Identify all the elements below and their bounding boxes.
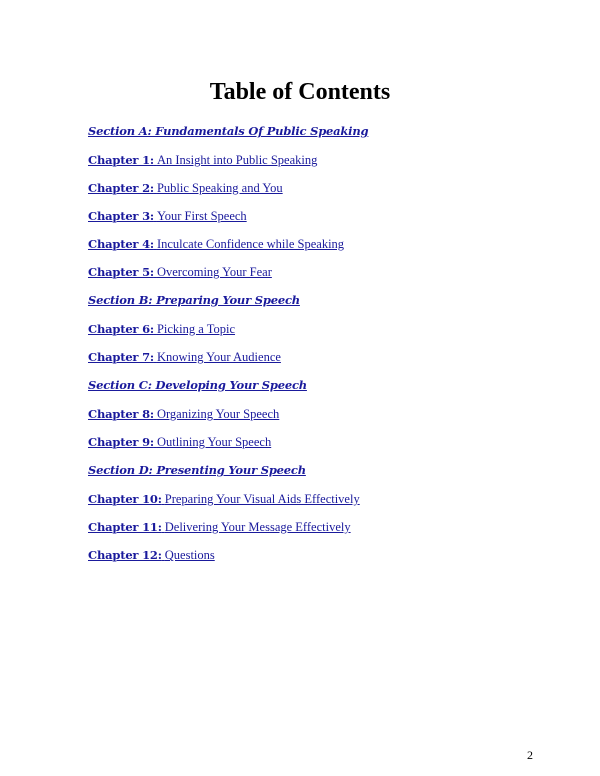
toc-chapter-link[interactable] [88, 407, 279, 421]
chapter-title: Knowing Your Audience [156, 350, 281, 364]
chapter-number: Chapter 12: [88, 548, 162, 562]
chapter-title: Your First Speech [156, 209, 247, 223]
chapter-title: Preparing Your Visual Aids Effectively [164, 492, 360, 506]
chapter-number: Chapter 5: [88, 265, 154, 279]
toc-chapter-link[interactable] [88, 265, 272, 279]
chapter-title: Outlining Your Speech [156, 435, 272, 449]
page-number: 2 [527, 748, 533, 762]
chapter-number: Chapter 8: [88, 407, 154, 421]
toc-section-link[interactable]: Section B: Preparing Your Speech [88, 293, 300, 307]
toc-section-d [88, 460, 548, 489]
chapter-number: Chapter 3: [88, 209, 154, 223]
toc-chapter-link[interactable] [88, 492, 360, 506]
chapter-number: Chapter 9: [88, 435, 154, 449]
toc-chapter-2 [88, 178, 548, 206]
toc-chapter-8 [88, 404, 548, 432]
toc-chapter-link[interactable] [88, 153, 317, 167]
chapter-title: An Insight into Public Speaking [156, 153, 318, 167]
toc-chapter-link[interactable] [88, 435, 271, 449]
chapter-number: Chapter 2: [88, 181, 154, 195]
chapter-number: Chapter 4: [88, 237, 154, 251]
toc-chapter-7 [88, 347, 548, 375]
toc-chapter-link[interactable] [88, 350, 281, 364]
toc-chapter-link[interactable] [88, 548, 215, 562]
toc-chapter-link[interactable] [88, 209, 247, 223]
toc-chapter-4 [88, 234, 548, 262]
toc-chapter-3 [88, 206, 548, 234]
toc-chapter-link[interactable] [88, 237, 344, 251]
toc-chapter-link[interactable] [88, 181, 283, 195]
toc-chapter-12 [88, 545, 548, 573]
chapter-title: Organizing Your Speech [156, 407, 280, 421]
chapter-number: Chapter 11: [88, 520, 162, 534]
toc-chapter-9 [88, 432, 548, 460]
chapter-number: Chapter 1: [88, 153, 154, 167]
toc-section-b [88, 290, 548, 319]
toc-chapter-11 [88, 517, 548, 545]
toc-chapter-10 [88, 489, 548, 517]
chapter-title: Inculcate Confidence while Speaking [156, 237, 345, 251]
toc-chapter-1 [88, 150, 548, 178]
page-title: Table of Contents [209, 79, 391, 105]
toc-chapter-6 [88, 319, 548, 347]
chapter-title: Public Speaking and You [156, 181, 283, 195]
toc-section-c [88, 375, 548, 404]
toc-section-link[interactable]: Section D: Presenting Your Speech [88, 463, 306, 477]
toc-section-a [88, 121, 548, 150]
toc-chapter-link[interactable] [88, 520, 351, 534]
table-of-contents [88, 121, 548, 573]
chapter-number: Chapter 10: [88, 492, 162, 506]
chapter-number: Chapter 7: [88, 350, 154, 364]
chapter-number: Chapter 6: [88, 322, 154, 336]
toc-section-link[interactable]: Section C: Developing Your Speech [88, 378, 307, 392]
toc-section-link[interactable]: Section A: Fundamentals Of Public Speaking [88, 124, 369, 138]
chapter-title: Questions [164, 548, 215, 562]
chapter-title: Delivering Your Message Effectively [164, 520, 351, 534]
chapter-title: Overcoming Your Fear [156, 265, 272, 279]
toc-chapter-5 [88, 262, 548, 290]
chapter-title: Picking a Topic [156, 322, 236, 336]
toc-chapter-link[interactable] [88, 322, 235, 336]
